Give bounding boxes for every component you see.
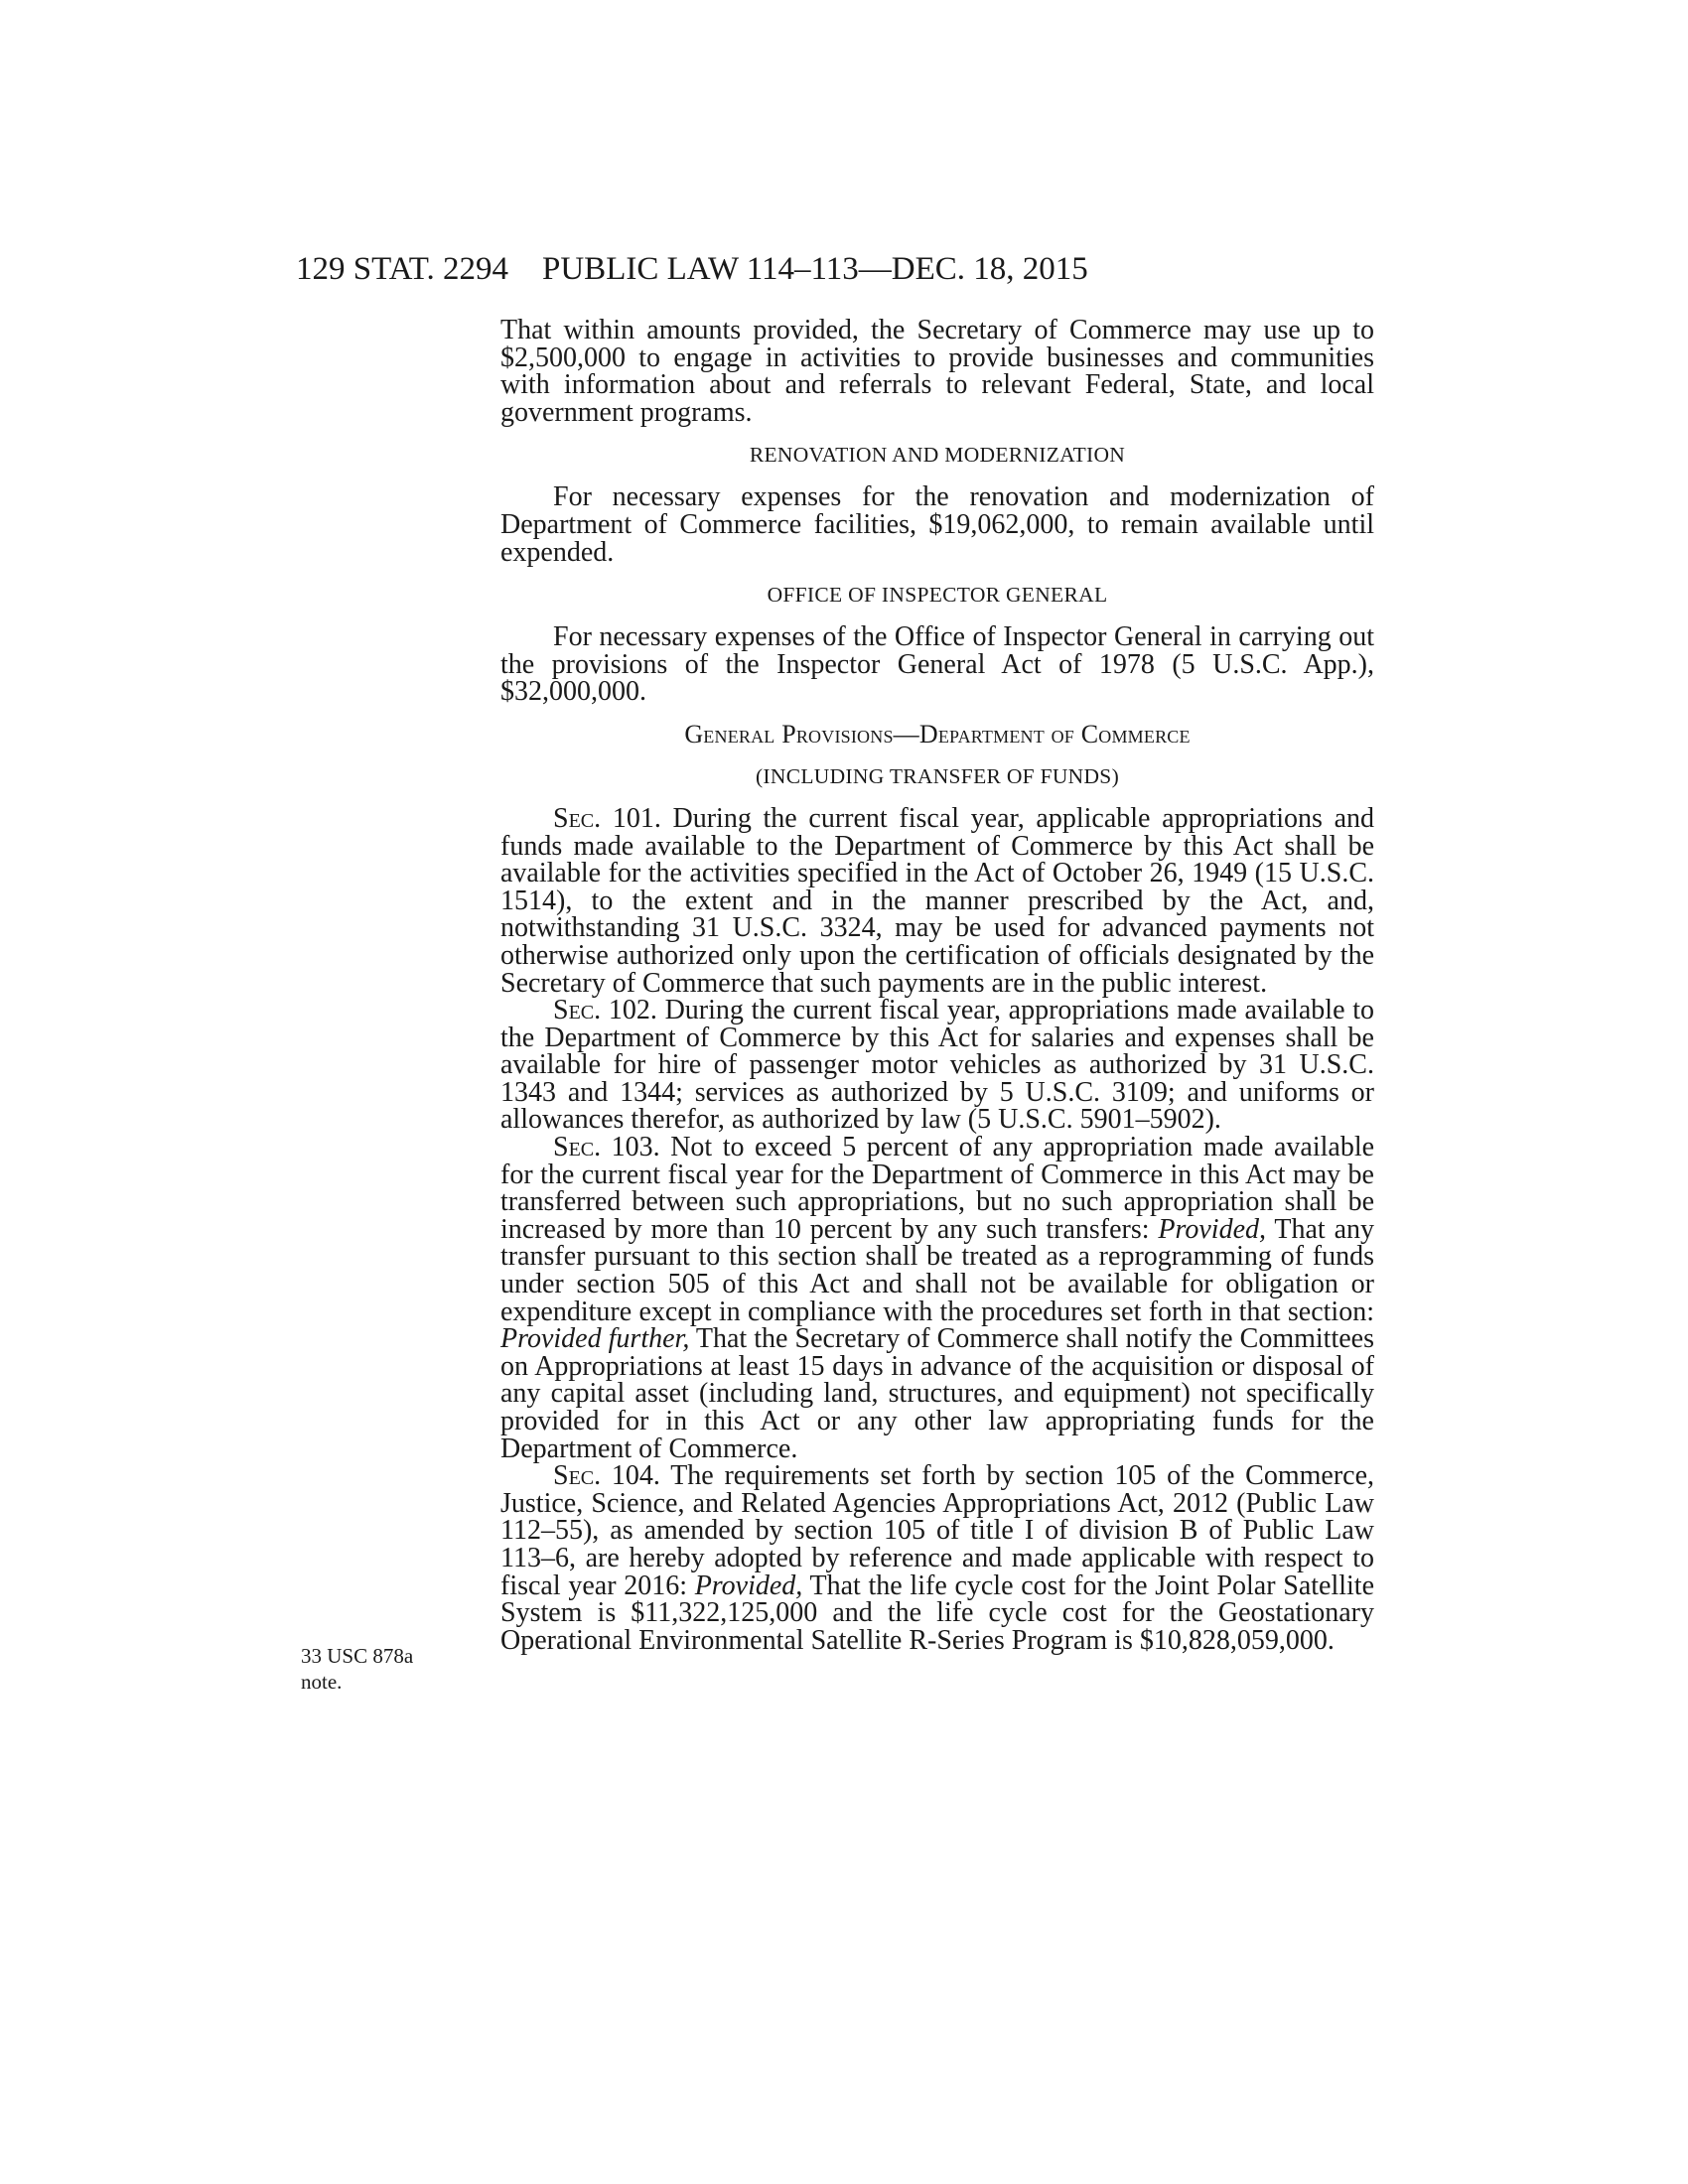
section-text: The requirements set forth by section 105 of the Commerce, Justice, Science, and Related Agencies Appropriations Act, 2012 (Public Law 112–55), as amended by section 105 of title I of division B of Public Law 113–6, are hereby adopted by reference and made applicable with respect to fiscal year 2016: [500, 1460, 1375, 1601]
section-heading-general-provisions: General Provisions—Department of Commerce [684, 719, 1191, 749]
renovation-paragraph: For necessary expenses for the renovation and modernization of Department of Commerce facilities, $19,062,000, to remain available until expended. [500, 481, 1374, 568]
document-body [500, 317, 1374, 1654]
section-text: That any transfer pursuant to this section shall be treated as a reprogramming of funds under section 505 of this Act and shall not be available for obligation or expenditure except in compliance with the procedures set forth in that section: [500, 1213, 1374, 1327]
margin-note-citation: 33 USC 878a [301, 1644, 414, 1668]
section-text: During the current fiscal year, applicable appropriations and funds made available to the Department of Commerce by this Act shall be available for the activities specified in the Act of October 26, 1949 (15 U.S.C. 1514), to the extent and in the manner prescribed by the Act, and, notwithstanding 31 U.S.C. 3324, may be used for advanced payments not otherwise authorized only upon the certification of officials designated by the Secretary of Commerce that such payments are in the public interest. [500, 802, 1375, 999]
section-label: Sec. [553, 995, 602, 1026]
section-subheading-transfer-of-funds: (INCLUDING TRANSFER OF FUNDS) [755, 763, 1120, 788]
section-number: 104. [611, 1460, 660, 1492]
section-text: During the current fiscal year, appropriations made available to the Department of Commerce by this Act for salaries and expenses shall be available for hire of passenger motor vehicles as authorized by 31 U.S.C. 1343 and 1344; services as authorized by 5 U.S.C. 3109; and uniforms or allowances therefor, as authorized by law (5 U.S.C. 5901–5902). [500, 995, 1374, 1136]
section-number: 102. [608, 995, 657, 1026]
margin-note [301, 1643, 440, 1695]
section-heading-inspector-general: OFFICE OF INSPECTOR GENERAL [767, 583, 1108, 608]
intro-paragraph: That within amounts provided, the Secretary of Commerce may use up to $2,500,000 to engage in activities to provide businesses and communities with information about and referrals to relevant Federal, State, and local government programs. [500, 315, 1374, 428]
stat-page-number: 129 STAT. 2294 [296, 251, 509, 287]
section-104 [500, 1462, 1374, 1654]
section-102 [500, 997, 1374, 1134]
section-heading-renovation: RENOVATION AND MODERNIZATION [749, 443, 1126, 468]
section-number: 103. [611, 1132, 660, 1163]
section-number: 101. [612, 802, 661, 834]
section-label: Sec. [553, 1460, 602, 1492]
inspector-general-paragraph: For necessary expenses of the Office of Inspector General in carrying out the provisions of the Inspector General Act of 1978 (5 U.S.C. App.), $32,000,000. [500, 621, 1374, 708]
proviso-provided: Provided, [694, 1570, 803, 1601]
proviso-provided: Provided, [1158, 1213, 1267, 1245]
page-header [296, 249, 1368, 289]
section-label: Sec. [553, 802, 602, 834]
section-103 [500, 1134, 1374, 1462]
section-101 [500, 802, 1375, 999]
law-title: PUBLIC LAW 114–113—DEC. 18, 2015 [542, 251, 1088, 287]
section-text: That the life cycle cost for the Joint Polar Satellite System is $11,322,125,000 and the life cycle cost for the Geostationary Operational Environmental Satellite R-Series Program is $10,828,059,000. [500, 1570, 1374, 1656]
section-text: That the Secretary of Commerce shall notify the Committees on Appropriations at least 15 days in advance of the acquisition or disposal of any capital asset (including land, structures, and equipment) not specifically provided for in this Act or any other law appropriating funds for the Department of Commerce. [500, 1323, 1374, 1464]
proviso-provided-further: Provided further, [500, 1323, 690, 1355]
section-label: Sec. [553, 1132, 602, 1163]
margin-note-suffix: note. [301, 1670, 343, 1694]
section-text: Not to exceed 5 percent of any appropriation made available for the current fiscal year for the Department of Commerce in this Act may be transferred between such appropriations, but no such appropriation shall be increased by more than 10 percent by any such transfers: [500, 1132, 1375, 1245]
